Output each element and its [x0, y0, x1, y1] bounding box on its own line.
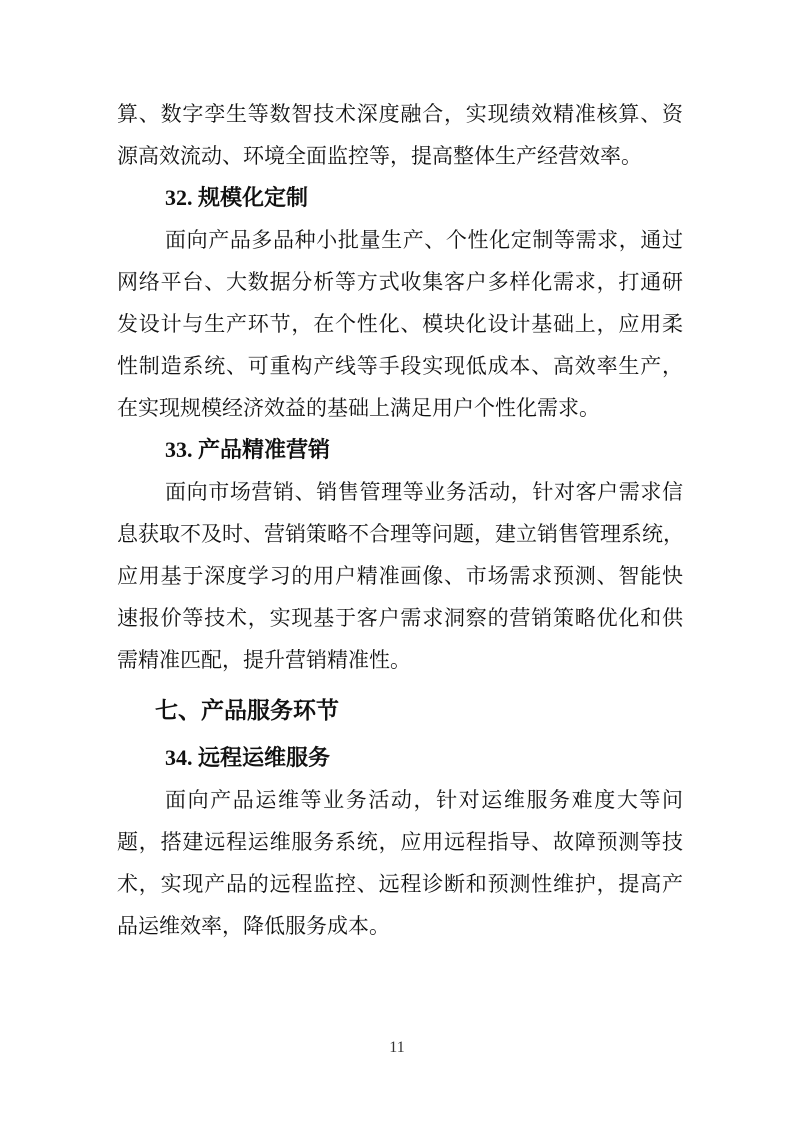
heading-34-remote-maintenance: 34. 远程运维服务 [165, 745, 331, 770]
paragraph-line: 题，搭建远程运维服务系统，应用远程指导、故障预测等技 [117, 830, 683, 854]
paragraph-line: 术，实现产品的远程监控、远程诊断和预测性维护，提高产 [117, 872, 683, 896]
heading-33-precision-marketing: 33. 产品精准营销 [165, 437, 331, 462]
document-body [117, 93, 683, 947]
paragraph-continuation [117, 93, 683, 177]
paragraph-line: 性制造系统、可重构产线等手段实现低成本、高效率生产， [117, 354, 683, 378]
paragraph-line: 需精准匹配，提升营销精准性。 [117, 648, 411, 672]
paragraph-line: 应用基于深度学习的用户精准画像、市场需求预测、智能快 [117, 564, 683, 588]
paragraph-line: 息获取不及时、营销策略不合理等问题，建立销售管理系统， [117, 522, 684, 546]
paragraph-34 [117, 779, 683, 947]
section-heading-product-service: 七、产品服务环节 [155, 697, 339, 723]
paragraph-line: 网络平台、大数据分析等方式收集客户多样化需求，打通研 [117, 270, 683, 294]
paragraph-line: 在实现规模经济效益的基础上满足用户个性化需求。 [117, 396, 600, 420]
paragraph-line: 速报价等技术，实现基于客户需求洞察的营销策略优化和供 [117, 606, 683, 630]
paragraph-line: 发设计与生产环节，在个性化、模块化设计基础上，应用柔 [117, 312, 683, 336]
paragraph-line: 面向产品多品种小批量生产、个性化定制等需求，通过 [165, 228, 683, 252]
paragraph-32 [117, 219, 683, 429]
paragraph-line: 面向产品运维等业务活动，针对运维服务难度大等问 [165, 788, 683, 812]
heading-32-scale-customization: 32. 规模化定制 [165, 185, 309, 210]
paragraph-line: 面向市场营销、销售管理等业务活动，针对客户需求信 [165, 480, 683, 504]
paragraph-line: 源高效流动、环境全面监控等，提高整体生产经营效率。 [117, 144, 642, 168]
paragraph-line: 品运维效率，降低服务成本。 [117, 914, 390, 938]
paragraph-line: 算、数字孪生等数智技术深度融合，实现绩效精准核算、资 [117, 102, 683, 126]
page-number: 11 [389, 1039, 405, 1056]
paragraph-33 [117, 471, 683, 681]
